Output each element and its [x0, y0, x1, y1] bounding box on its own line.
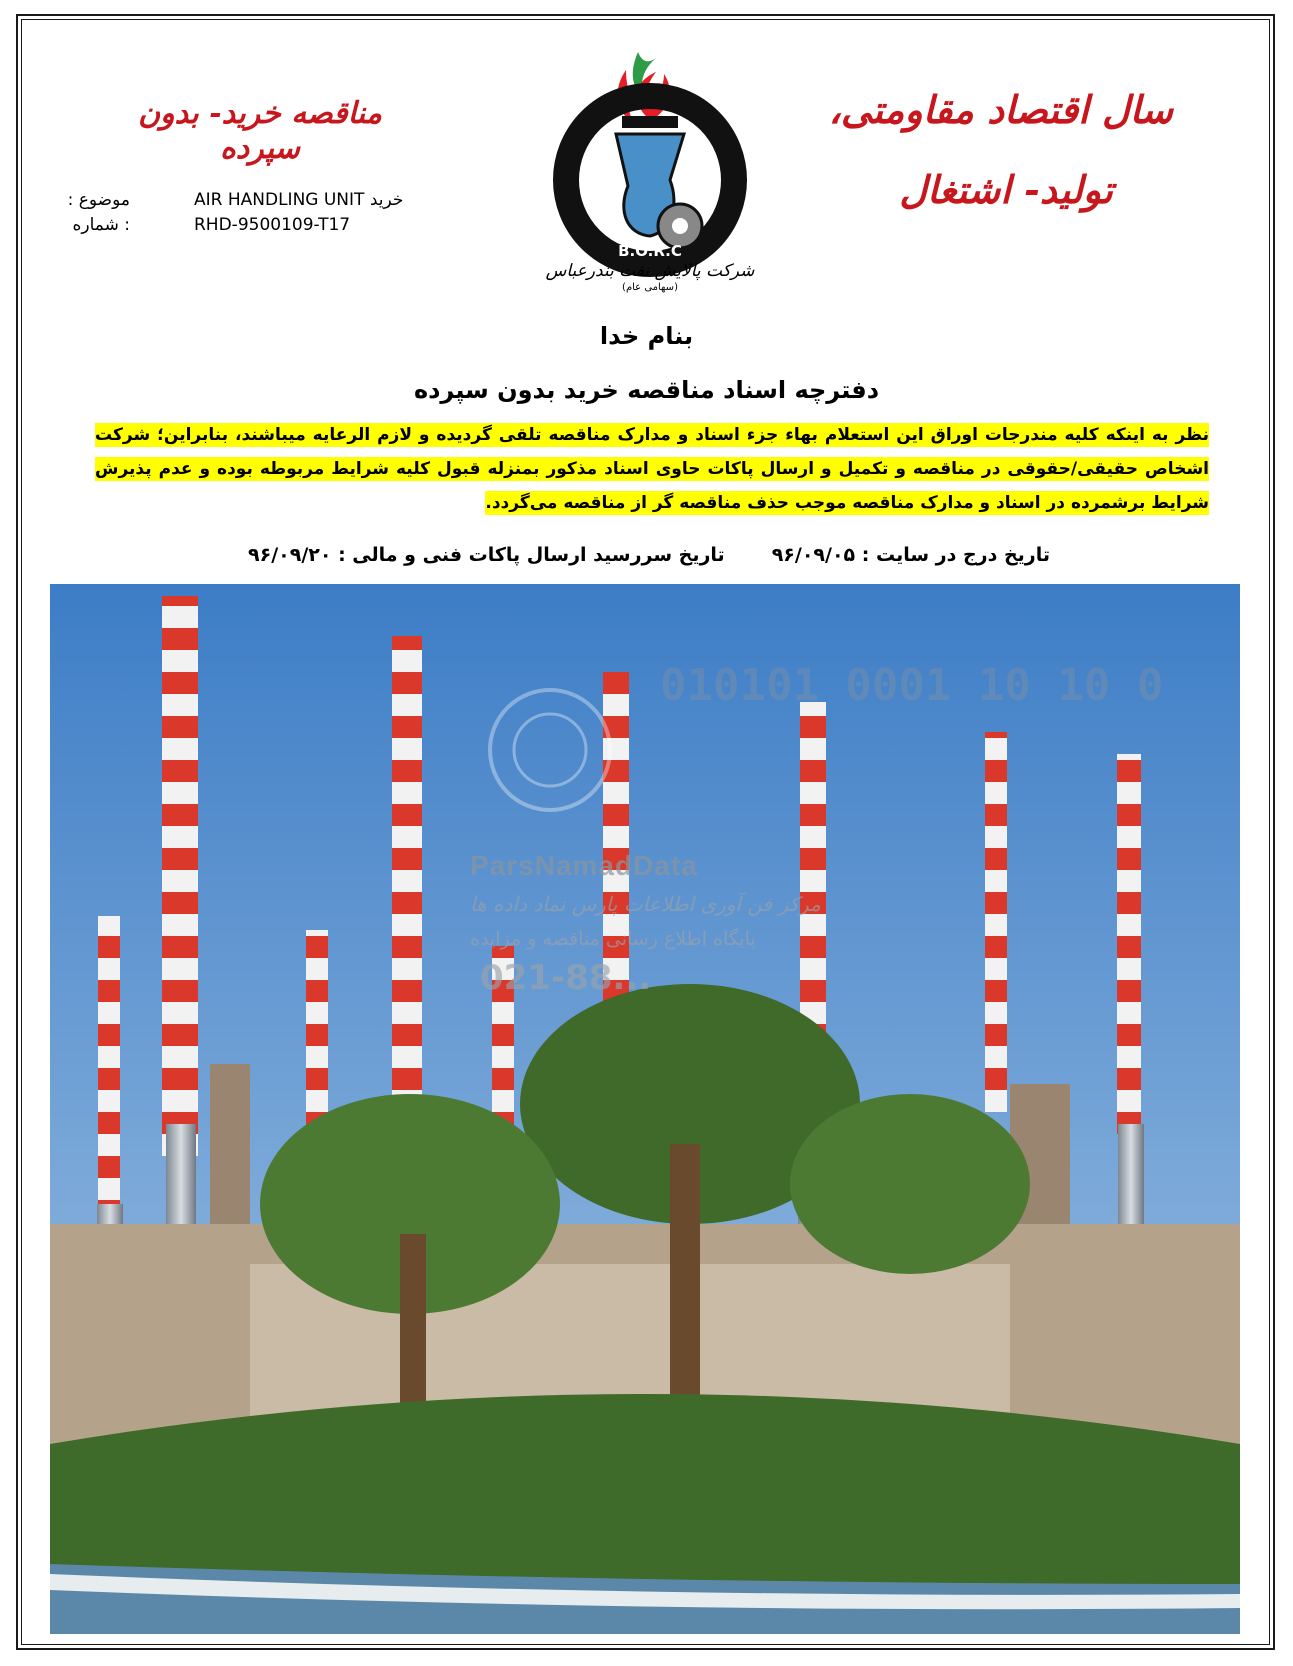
subject-row: [48, 188, 438, 213]
watermark-binary: 010101 0001 10 10 0: [660, 660, 1164, 711]
watermark-line2: پایگاه اطلاع رسانی مناقصه و مزایده: [470, 928, 756, 950]
slogan-left: مناقصه خرید- بدون سپرده: [138, 96, 382, 166]
heading-document-title: دفترچه اسناد مناقصه خرید بدون سپرده: [413, 376, 880, 404]
borc-logo: [530, 30, 770, 292]
slogan-right-line1: سال اقتصاد مقاومتی،: [828, 87, 1173, 132]
date-deadline: تاریخ سررسید ارسال پاکات فنی و مالی : ۹۶/۰۹/۲۰: [248, 544, 725, 566]
number-row: [48, 213, 438, 238]
logo-company-name: شرکت پالایش نفت بندرعباس: [545, 261, 755, 281]
logo-letters: B.O.R.C: [618, 242, 682, 260]
subject-label: موضوع :: [67, 190, 130, 210]
slogan-right-line2: تولید- اشتغال: [899, 167, 1113, 212]
watermark-line1: مرکز فن آوری اطلاعات پارس نماد داده ها: [470, 892, 821, 916]
number-value: RHD-9500109-T17: [194, 215, 351, 235]
heading-bismillah: بنام خدا: [599, 322, 694, 350]
slogan-right: [813, 70, 1173, 230]
watermark-brand: ParsNamadData: [470, 850, 698, 881]
logo-company-type: (سهامی عام): [622, 282, 678, 293]
refinery-photo: [50, 584, 1240, 1634]
number-label: : شماره: [72, 215, 130, 235]
document-meta: [48, 188, 438, 238]
notice-paragraph: [95, 418, 1209, 520]
torch-cup: [622, 116, 678, 128]
notice-text: نظر به اینکه کلیه مندرجات اوراق این استعلام بهاء جزء اسناد و مدارک مناقصه تلقی گردیده و لازم الرعایه میباشند، بنابراین؛ شرکت اشخاص حقیقی/حقوقی در مناقصه و تکمیل و ارسال پاکات حاوی اسناد مذکور بمنزله قبول کلیه شرایط مربوطه بوده و عدم پذیرش شرایط برشمرده در اسناد و مدارک مناقصه موجب حذف مناقصه گر از مناقصه می‌گردد.: [95, 425, 1209, 513]
date-posted: تاریخ درج در سایت : ۹۶/۰۹/۰۵: [771, 544, 1050, 566]
subject-value: AIR HANDLING UNIT خرید: [194, 190, 404, 210]
watermark-phone: 021-88...: [480, 958, 652, 998]
